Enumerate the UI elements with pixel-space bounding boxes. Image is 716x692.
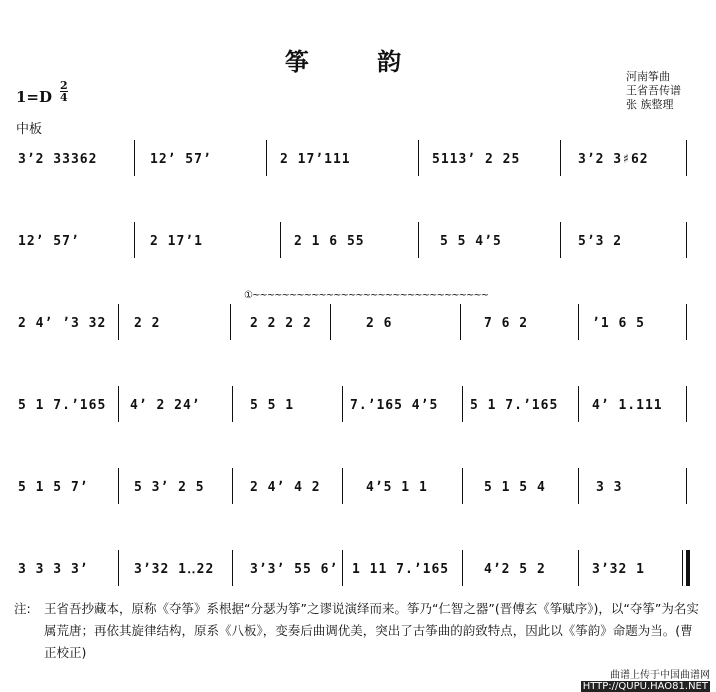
measure: 5 1 7.ʼ165 [18, 398, 107, 413]
final-bar-line [686, 550, 690, 586]
tempo-marking: 中板 [16, 122, 43, 137]
annotation-text: 王省吾抄藏本，原称《夺筝》系根据“分瑟为筝”之谬说演绎而来。筝乃“仁智之器”(晋傅玄《筝赋序》)，以“夺筝”为名实属荒唐；再依其旋律结构，原系《八板》，变奏后曲调优美，突出了古筝曲的韵致特点，因此以《筝韵》命题为当。(曹正校正) [44, 601, 699, 660]
measure: 5 3ʼ 2 5 [134, 480, 205, 495]
bar-line [462, 550, 463, 586]
measure: ʼ1 6 5 [592, 316, 645, 331]
bar-line [686, 222, 687, 258]
meter-bottom: 4 [60, 91, 68, 104]
bar-line [578, 386, 579, 422]
measure: 3 3 3 3ʼ [18, 562, 89, 577]
measure: 2 4ʼ ʼ3 32 [18, 316, 107, 331]
measure: 2 2 [134, 316, 161, 331]
bar-line [686, 468, 687, 504]
time-signature [60, 80, 68, 103]
bar-line [118, 304, 119, 340]
bar-line [342, 550, 343, 586]
bar-line [118, 468, 119, 504]
bar-line [418, 222, 419, 258]
watermark [570, 670, 710, 692]
key-signature: 1=D [16, 88, 53, 106]
measure: 5 5 4ʼ5 [440, 234, 502, 249]
bar-line [134, 140, 135, 176]
bar-line [462, 468, 463, 504]
measure: 2 17ʼ111 [280, 152, 351, 167]
credits [626, 70, 681, 112]
bar-line [686, 304, 687, 340]
annotation-label: 注: [14, 601, 31, 616]
watermark-line-1: 曲谱上传于中国曲谱网 [610, 670, 710, 681]
measure: 7 6 2 [484, 316, 529, 331]
bar-line [578, 468, 579, 504]
measure: 5113ʼ 2 25 [432, 152, 521, 167]
meter-top: 2 [60, 79, 68, 92]
measure: 5 1 5 4 [484, 480, 546, 495]
score-line-5 [0, 454, 716, 514]
measure: 5 1 5 7ʼ [18, 480, 89, 495]
score-line-4 [0, 372, 716, 432]
bar-line [232, 386, 233, 422]
tremolo-wave: ①~~~~~~~~~~~~~~~~~~~~~~~~~~~~~~~~ [244, 290, 489, 301]
measure: 5 1 7.ʼ165 [470, 398, 559, 413]
bar-line [330, 304, 331, 340]
measure: 5 5 1 [250, 398, 295, 413]
measure: 4ʼ5 1 1 [366, 480, 428, 495]
bar-line [682, 550, 683, 586]
bar-line [118, 550, 119, 586]
measure: 3 3 [596, 480, 623, 495]
measure: 4ʼ2 5 2 [484, 562, 546, 577]
page-title: 筝 韵 [284, 47, 432, 76]
measure: 2 4ʼ 4 2 [250, 480, 321, 495]
measure: 5ʼ3 2 [578, 234, 623, 249]
measure: 1 11 7.ʼ165 [352, 562, 450, 577]
measure: 2 17ʼ1 [150, 234, 203, 249]
bar-line [460, 304, 461, 340]
bar-line [578, 550, 579, 586]
bar-line [134, 222, 135, 258]
bar-line [686, 386, 687, 422]
bar-line [560, 140, 561, 176]
bar-line [280, 222, 281, 258]
score-line-2 [0, 208, 716, 268]
bar-line [578, 304, 579, 340]
score-line-3 [0, 290, 716, 350]
credit-arranger: 张 族整理 [626, 98, 674, 111]
watermark-line-2: HTTP://QUPU.HAO81.NET [582, 681, 708, 692]
measure: 3ʼ2 3♯62 [578, 152, 649, 167]
measure: 2 6 [366, 316, 393, 331]
bar-line [232, 550, 233, 586]
score-line-6 [0, 536, 716, 596]
score-line-1 [0, 126, 716, 186]
bar-line [266, 140, 267, 176]
bar-line [462, 386, 463, 422]
measure: 7.ʼ165 4ʼ5 [350, 398, 439, 413]
measure: 2 2 2 2 [250, 316, 312, 331]
measure: 4ʼ 1.111 [592, 398, 663, 413]
measure: 2 1 6 55 [294, 234, 365, 249]
bar-line [686, 140, 687, 176]
bar-line [232, 468, 233, 504]
bar-line [230, 304, 231, 340]
measure: 12ʼ 57ʼ [18, 234, 80, 249]
bar-line [342, 468, 343, 504]
credit-genre: 河南筝曲 [626, 70, 670, 83]
measure: 3ʼ32 1‥22 [134, 562, 215, 577]
bar-line [418, 140, 419, 176]
bar-line [118, 386, 119, 422]
measure: 12ʼ 57ʼ [150, 152, 212, 167]
bar-line [560, 222, 561, 258]
annotation [14, 598, 704, 664]
credit-transmitter: 王省吾传谱 [626, 84, 681, 97]
measure: 3ʼ2 33362 [18, 152, 98, 167]
measure: 4ʼ 2 24ʼ [130, 398, 201, 413]
bar-line [342, 386, 343, 422]
measure: 3ʼ3ʼ 55 6ʼ [250, 562, 339, 577]
measure: 3ʼ32 1 [592, 562, 645, 577]
